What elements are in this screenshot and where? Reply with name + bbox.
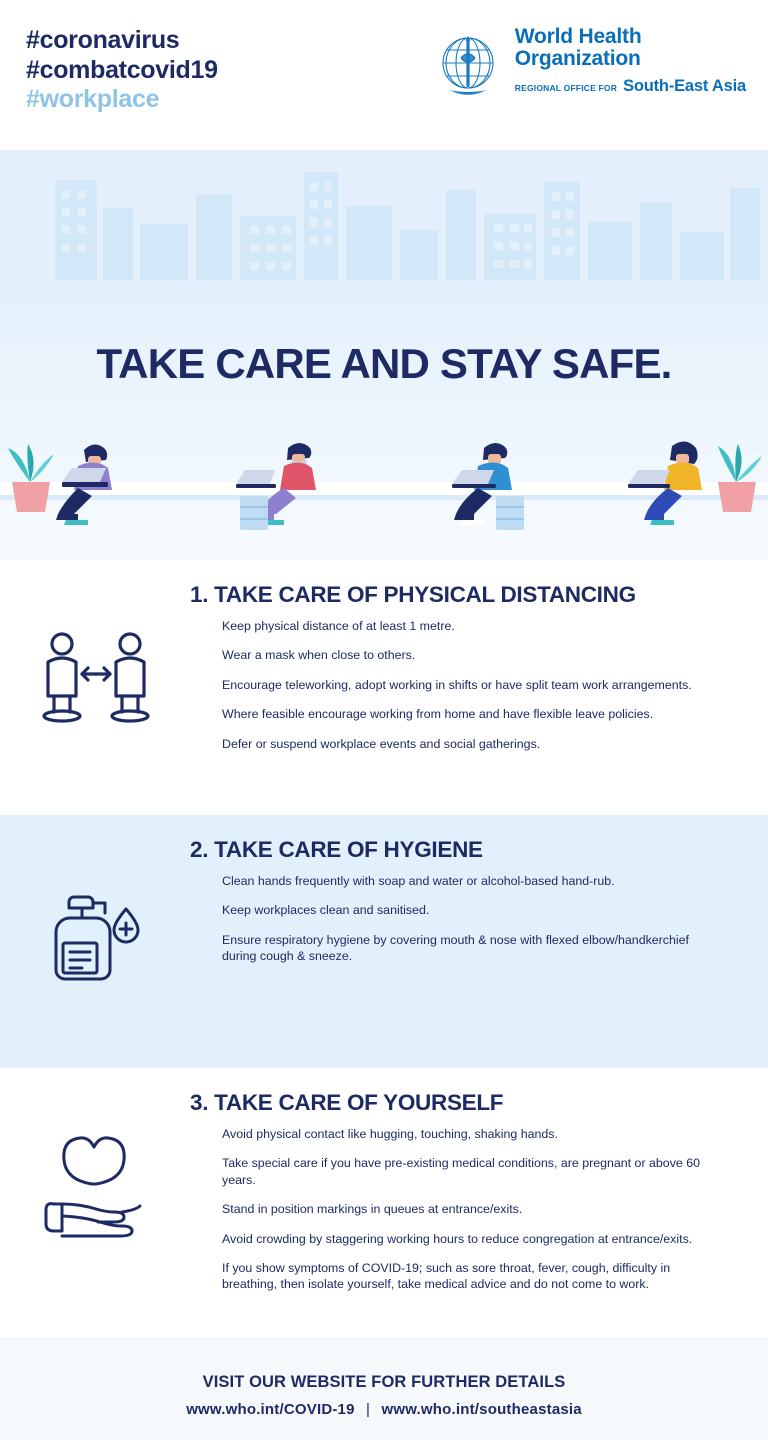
physical-distancing-icon <box>30 618 170 738</box>
bullet-item: Avoid physical contact like hugging, touching, shaking hands. <box>222 1127 558 1141</box>
bullet-item: Keep physical distance of at least 1 metre. <box>222 619 455 633</box>
who-logo-line2: Organization <box>514 47 641 71</box>
page-header <box>0 0 768 150</box>
office-desk-illustration <box>0 420 768 560</box>
who-logo-text <box>515 26 746 95</box>
bullet-item: If you show symptoms of COVID-19; such as sore throat, fever, cough, difficulty in breathing, then isolate yourself, take medical advice and do not come to work. <box>222 1260 671 1292</box>
bullet-item: Wear a mask when close to others. <box>222 648 416 663</box>
hashtag-workplace: #workplace <box>26 85 160 113</box>
who-regional-label: REGIONAL OFFICE FOR <box>514 82 618 93</box>
bullet-item: Clean hands frequently with soap and water or alcohol-based hand-rub. <box>222 874 615 888</box>
hashtag-combatcovid19: #combatcovid19 <box>26 55 218 84</box>
bullet-item: Stand in position markings in queues at entrance/exits. <box>222 1202 523 1217</box>
page-title: TAKE CARE AND STAY SAFE. <box>96 340 672 387</box>
footer-links <box>0 1401 768 1418</box>
section-3-bullets <box>222 1126 722 1293</box>
footer-link-covid19[interactable]: www.who.int/COVID-19 <box>186 1401 355 1418</box>
hand-sanitiser-icon <box>30 879 170 999</box>
section-2-title: 2. TAKE CARE OF HYGIENE <box>190 837 483 862</box>
skyline-band <box>0 150 768 280</box>
hashtag-block <box>26 26 218 115</box>
section-physical-distancing <box>0 560 768 815</box>
footer-link-southeastasia[interactable]: www.who.int/southeastasia <box>381 1401 582 1418</box>
section-hygiene <box>0 815 768 1068</box>
section-3-title: 3. TAKE CARE OF YOURSELF <box>190 1090 504 1115</box>
footer-separator: | <box>366 1401 371 1418</box>
bullet-item: Where feasible encourage working from home and have flexible leave policies. <box>222 707 654 722</box>
who-logo <box>431 26 746 102</box>
bullet-item: Take special care if you have pre-existing medical conditions, are pregnant or above 60 years. <box>222 1156 701 1187</box>
page-footer <box>0 1338 768 1440</box>
section-1-bullets <box>222 618 722 752</box>
section-take-care-of-yourself <box>0 1068 768 1338</box>
bullet-item: Keep workplaces clean and sanitised. <box>222 903 430 918</box>
footer-heading: VISIT OUR WEBSITE FOR FURTHER DETAILS <box>202 1373 566 1391</box>
bullet-item: Ensure respiratory hygiene by covering mouth & nose with flexed elbow/handkerchief during cough & sneeze. <box>222 932 689 964</box>
hashtag-coronavirus: #coronavirus <box>26 26 180 54</box>
who-region-name: South-East Asia <box>623 76 746 95</box>
section-1-title: 1. TAKE CARE OF PHYSICAL DISTANCING <box>190 582 636 607</box>
hero-section <box>0 280 768 560</box>
who-emblem-icon <box>431 28 505 102</box>
section-2-bullets <box>222 873 722 965</box>
heart-in-hand-icon <box>30 1126 170 1246</box>
bullet-item: Avoid crowding by staggering working hours to reduce congregation at entrance/exits. <box>222 1231 693 1246</box>
bullet-item: Encourage teleworking, adopt working in shifts or have split team work arrangements. <box>222 677 692 692</box>
who-logo-line1: World Health <box>514 25 642 48</box>
bullet-item: Defer or suspend workplace events and social gatherings. <box>222 736 541 751</box>
